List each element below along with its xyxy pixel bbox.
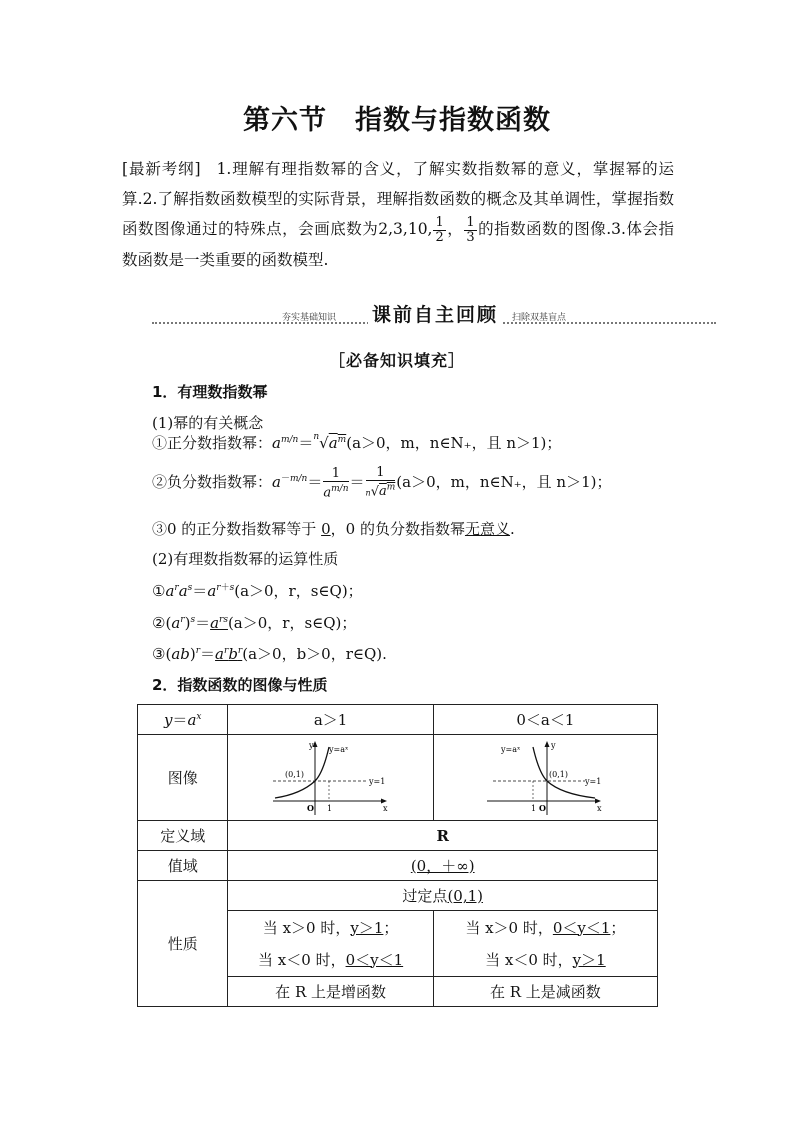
- heading-rational-powers: 1．有理数指数幂: [152, 383, 268, 401]
- exp-function-table: [137, 704, 658, 1007]
- table-row: [138, 821, 658, 851]
- svg-text:y: y: [308, 740, 314, 750]
- cell-fixed-point: 过定点(0,1): [228, 881, 658, 911]
- graph-increasing: [271, 739, 391, 817]
- svg-text:x: x: [382, 803, 388, 813]
- cell-head-gt1: a＞1: [228, 705, 433, 735]
- cell-function: $y=a^x$: [138, 705, 228, 735]
- cell-graph-gt1: [228, 735, 433, 821]
- cell-increasing: 在 R 上是增函数: [228, 977, 433, 1007]
- cell-head-lt1: 0＜a＜1: [433, 705, 657, 735]
- cell-domain-value: R: [228, 821, 658, 851]
- banner-right: 扫除双基盲点: [512, 313, 567, 323]
- cell-range-label: 值域: [138, 851, 228, 881]
- svg-text:y=1: y=1: [585, 776, 602, 786]
- svg-text:y=aˣ: y=aˣ: [501, 744, 521, 754]
- banner-left: 夯实基础知识: [282, 313, 337, 323]
- syllabus-paragraph: [最新考纲] 1.理解有理指数幂的含义，了解实数指数幂的意义，掌握幂的运算.2.了解指数函数模型的实际背景，理解指数函数的概念及其单调性，掌握指数函数图像通过的特殊点，会画底数为2,3,10, $\frac{1}{2}$ ， $\frac{1}{3}$ 的指数函数的图像.3.体会指数函数是一类重要的函数模型.: [122, 160, 674, 269]
- cell-gt1-sign: 当 x＞0 时，y＞1； 当 x＜0 时，0＜y＜1: [228, 911, 433, 977]
- cell-props-label: 性质: [138, 881, 228, 1007]
- cell-graph-label: 图像: [138, 735, 228, 821]
- svg-text:1: 1: [326, 803, 332, 813]
- svg-text:(0,1): (0,1): [549, 769, 569, 779]
- subheading-operations: (2)有理数指数幂的运算性质: [152, 550, 339, 568]
- cell-decreasing: 在 R 上是减函数: [433, 977, 657, 1007]
- table-row: [138, 705, 658, 735]
- subheading-concepts: (1)幂的有关概念: [152, 414, 264, 432]
- syllabus-tag: [最新考纲]: [122, 160, 201, 178]
- svg-text:y=1: y=1: [368, 776, 385, 786]
- section-banner: [152, 300, 716, 328]
- svg-text:y: y: [551, 740, 556, 750]
- table-row: [138, 735, 658, 821]
- negative-fraction-exponent: ②负分数指数幂：$a^{-m/n}=$ $\frac{1}{a^{m/n}}$ ＝ $\frac{1}{n√a^m}$ (a＞0，m，n∈N₊，且 n＞1)；: [152, 465, 612, 500]
- banner-main: 课前自主回顾: [368, 300, 502, 327]
- fraction-half: $\frac{1}{2}$: [435, 214, 444, 245]
- svg-text:O: O: [539, 802, 547, 813]
- svg-text:y=aˣ: y=aˣ: [328, 744, 348, 754]
- svg-text:x: x: [597, 803, 602, 813]
- svg-text:1: 1: [531, 803, 537, 813]
- svg-text:O: O: [306, 802, 314, 813]
- cell-lt1-sign: 当 x＞0 时，0＜y＜1； 当 x＜0 时，y＞1: [433, 911, 657, 977]
- rule-product: $①a^ra^s=a^{r+s}(a>0$，r，s∈Q)；: [152, 582, 363, 600]
- table-row: [138, 851, 658, 881]
- table-row: [138, 881, 658, 911]
- graph-decreasing: [485, 739, 605, 817]
- cell-domain-label: 定义域: [138, 821, 228, 851]
- positive-fraction-exponent: ①正分数指数幂：$a^{m/n}=^n√a^m(a>0$，m，n∈N₊，且 n＞1)；: [152, 432, 562, 452]
- svg-text:(0,1): (0,1): [284, 769, 304, 779]
- cell-range-value: (0，＋∞): [228, 851, 658, 881]
- fraction-third: $\frac{1}{3}$: [466, 214, 475, 245]
- cell-graph-lt1: [433, 735, 657, 821]
- page-title: 第六节 指数与指数函数: [243, 105, 551, 136]
- section-title: ［必备知识填充］: [328, 351, 465, 370]
- rule-product-power: $③(ab)^r=a^rb^r(a>0$，b＞0，r∈Q).: [152, 645, 387, 663]
- rule-power: $②(a^r)^s=a^{rs}(a>0$，r，s∈Q)；: [152, 614, 357, 632]
- heading-exp-function: 2．指数函数的图像与性质: [152, 676, 328, 694]
- zero-power-rule: ③0 的正分数指数幂等于 0，0 的负分数指数幂无意义.: [152, 520, 515, 538]
